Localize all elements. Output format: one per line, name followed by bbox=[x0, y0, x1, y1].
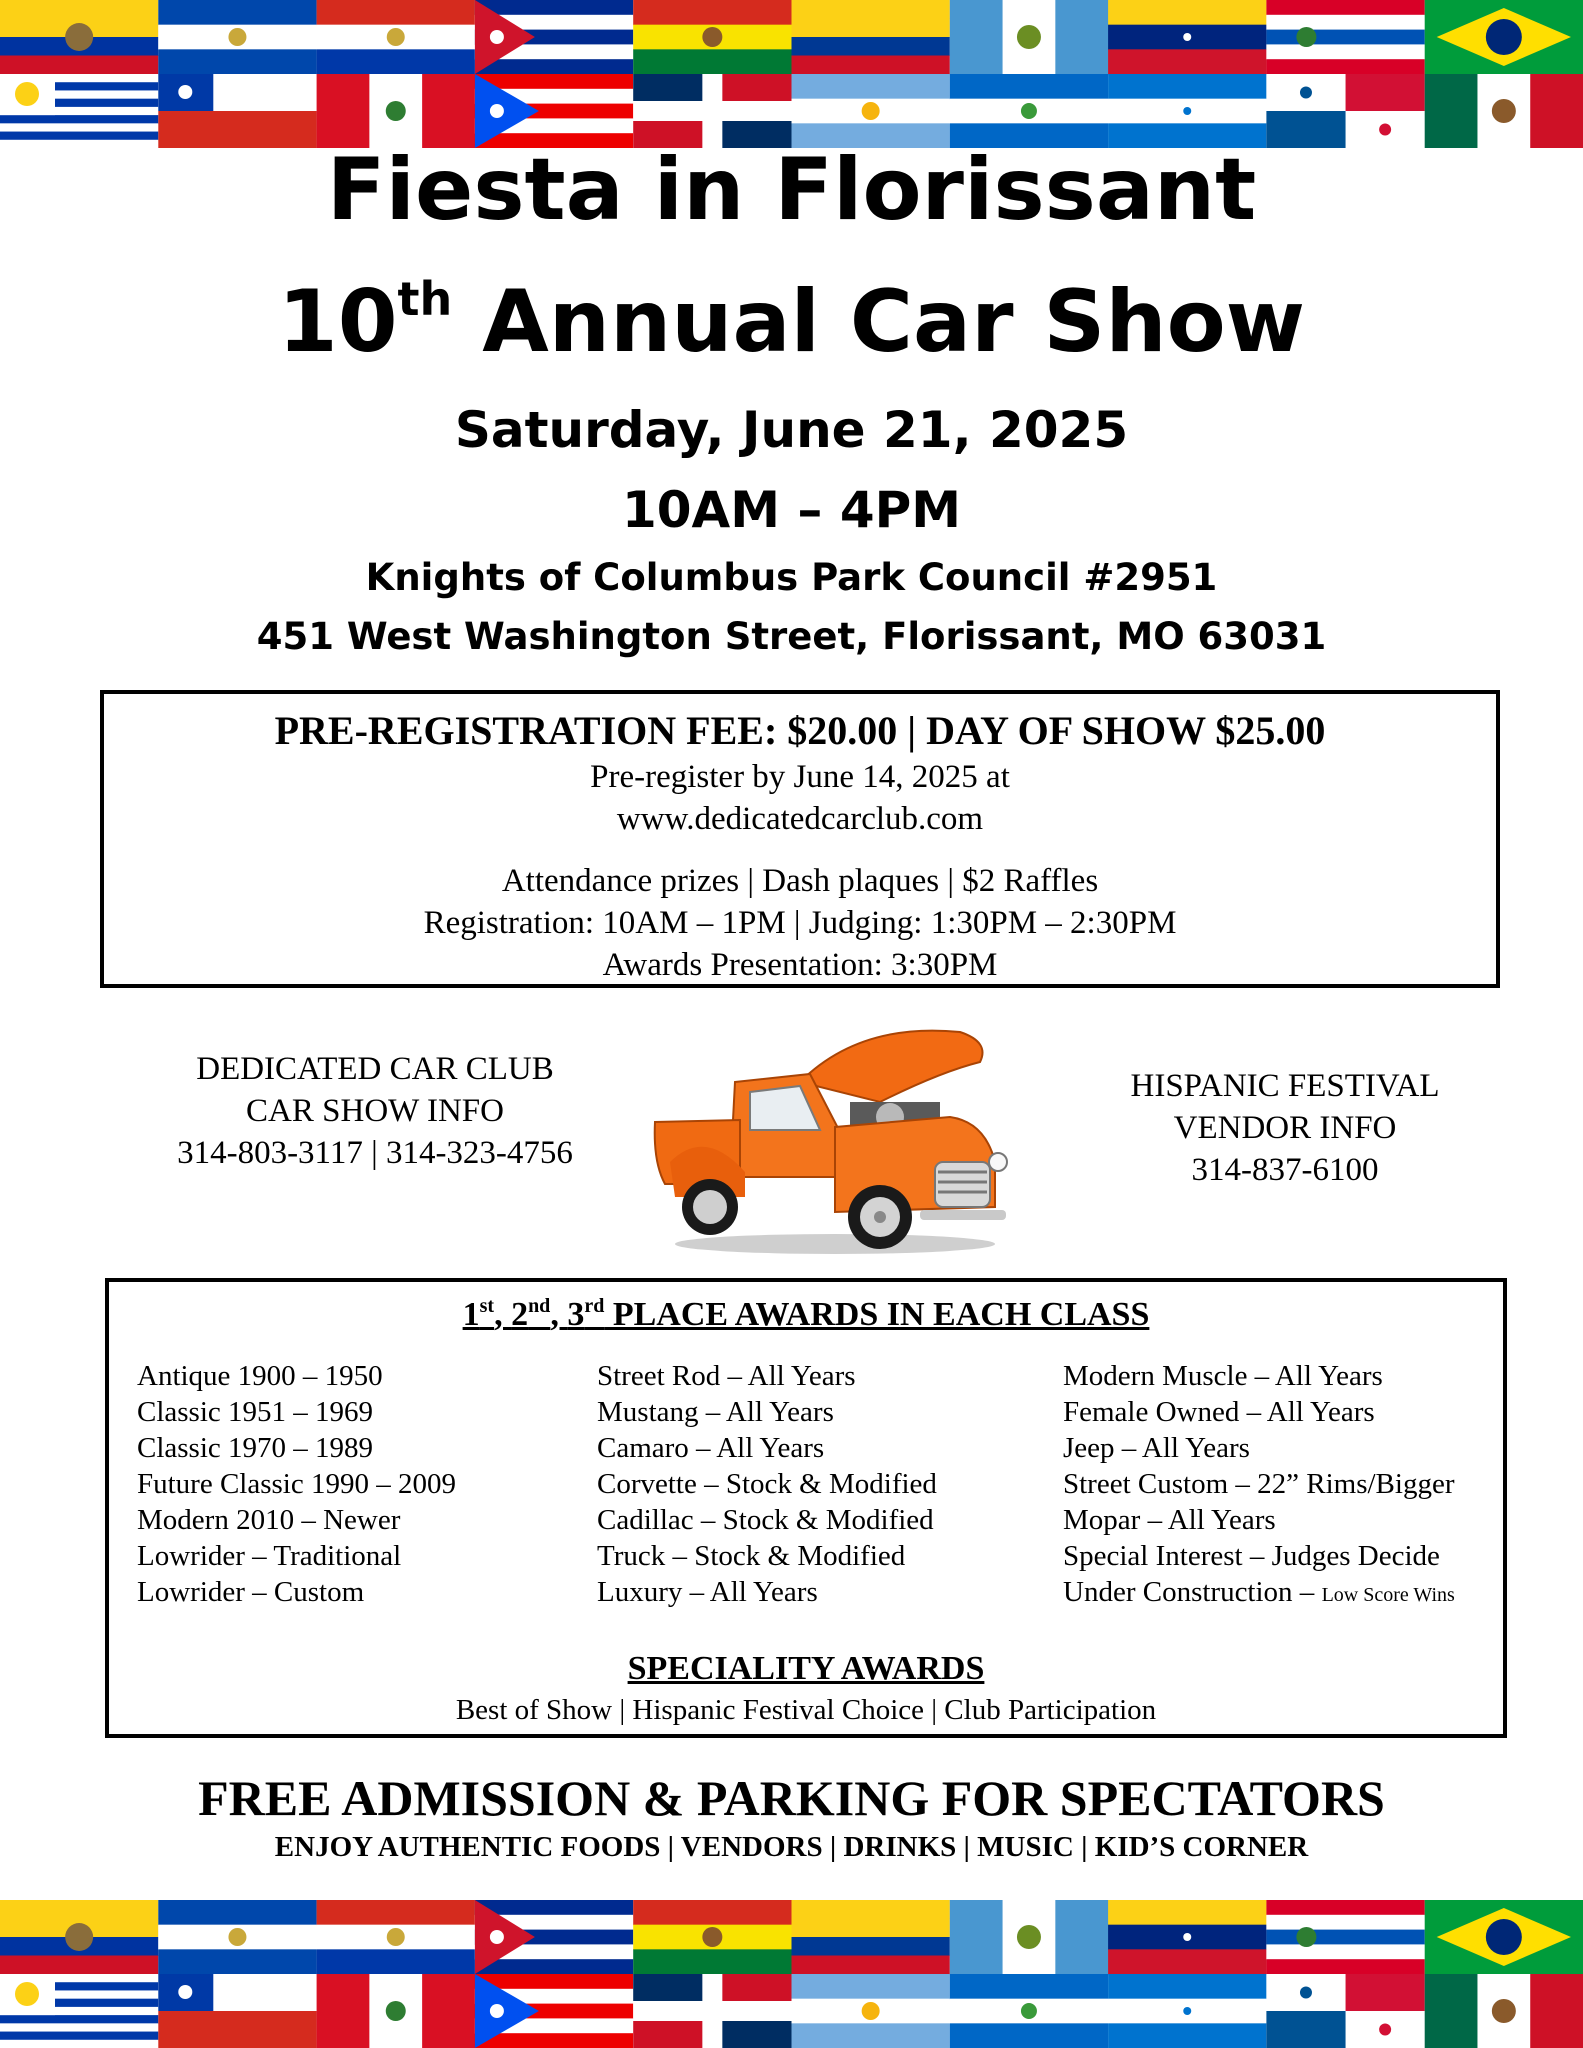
class-item: Modern 2010 – Newer bbox=[137, 1504, 401, 1536]
event-time: 10AM – 4PM bbox=[621, 481, 962, 539]
class-column-3 bbox=[1063, 1358, 1455, 1613]
class-item: Special Interest – Judges Decide bbox=[1063, 1540, 1440, 1572]
car-club-info bbox=[105, 1048, 645, 1174]
enjoy-line: ENJOY AUTHENTIC FOODS | VENDORS | DRINKS | MUSIC | KID’S CORNER bbox=[274, 1831, 1309, 1863]
club-line-1: DEDICATED CAR CLUB bbox=[196, 1051, 554, 1087]
club-line-2: CAR SHOW INFO bbox=[246, 1093, 504, 1129]
event-address: 451 West Washington Street, Florissant, MO 63031 bbox=[256, 615, 1327, 658]
awards-time-text: Awards Presentation: 3:30PM bbox=[602, 947, 998, 983]
preregister-text: Pre-register by June 14, 2025 at bbox=[590, 759, 1010, 795]
registration-box bbox=[100, 690, 1500, 988]
flag-banner-bottom bbox=[0, 1900, 1583, 2048]
class-item: Mopar – All Years bbox=[1063, 1504, 1276, 1536]
event-date: Saturday, June 21, 2025 bbox=[454, 401, 1129, 459]
speciality-heading: SPECIALITY AWARDS bbox=[627, 1650, 985, 1687]
free-admission: FREE ADMISSION & PARKING FOR SPECTATORS bbox=[198, 1770, 1385, 1826]
flag-banner-top bbox=[0, 0, 1583, 148]
vendor-info bbox=[1060, 1065, 1510, 1191]
prizes-text: Attendance prizes | Dash plaques | $2 Raffles bbox=[501, 863, 1099, 899]
flags-icon bbox=[0, 1900, 1583, 2048]
class-item: Corvette – Stock & Modified bbox=[597, 1468, 937, 1500]
website-link[interactable]: www.dedicatedcarclub.com bbox=[616, 801, 984, 837]
registration-fee: PRE-REGISTRATION FEE: $20.00 | DAY OF SHOW $25.00 bbox=[274, 708, 1326, 753]
class-item: Truck – Stock & Modified bbox=[597, 1540, 906, 1572]
class-column-1 bbox=[137, 1358, 456, 1610]
class-column-2 bbox=[597, 1358, 937, 1610]
truck-image bbox=[650, 1012, 1010, 1262]
class-item: Jeep – All Years bbox=[1063, 1432, 1250, 1464]
class-item: Modern Muscle – All Years bbox=[1063, 1360, 1383, 1392]
event-venue: Knights of Columbus Park Council #2951 bbox=[365, 556, 1218, 599]
class-item: Camaro – All Years bbox=[597, 1432, 825, 1464]
class-item: Mustang – All Years bbox=[597, 1396, 834, 1428]
club-phones: 314-803-3117 | 314-323-4756 bbox=[177, 1135, 573, 1171]
speciality-list: Best of Show | Hispanic Festival Choice | Club Participation bbox=[455, 1694, 1157, 1726]
class-item: Classic 1951 – 1969 bbox=[137, 1396, 374, 1428]
class-item: Lowrider – Custom bbox=[137, 1576, 365, 1608]
class-item: Cadillac – Stock & Modified bbox=[597, 1504, 934, 1536]
class-item: Under Construction – Low Score Wins bbox=[1063, 1576, 1455, 1608]
class-item: Lowrider – Traditional bbox=[137, 1540, 402, 1572]
vendor-line-1: HISPANIC FESTIVAL bbox=[1130, 1068, 1440, 1104]
flags-icon bbox=[0, 0, 1583, 148]
class-item: Street Rod – All Years bbox=[597, 1360, 856, 1392]
class-item: Luxury – All Years bbox=[597, 1576, 818, 1608]
awards-heading: 1st, 2nd, 3rd PLACE AWARDS IN EACH CLASS bbox=[462, 1295, 1150, 1333]
orange-truck-icon bbox=[650, 1012, 1010, 1262]
low-score-note: Low Score Wins bbox=[1321, 1584, 1455, 1606]
class-item: Antique 1900 – 1950 bbox=[137, 1360, 383, 1392]
schedule-text: Registration: 10AM – 1PM | Judging: 1:30PM – 2:30PM bbox=[423, 905, 1177, 941]
event-subtitle: 10th Annual Car Show bbox=[277, 272, 1306, 372]
awards-box bbox=[105, 1278, 1507, 1738]
class-item: Street Custom – 22” Rims/Bigger bbox=[1063, 1468, 1455, 1500]
event-title: Fiesta in Florissant bbox=[326, 140, 1257, 240]
vendor-line-2: VENDOR INFO bbox=[1173, 1110, 1397, 1146]
class-item: Future Classic 1990 – 2009 bbox=[137, 1468, 456, 1500]
class-item: Female Owned – All Years bbox=[1063, 1396, 1375, 1428]
class-item: Classic 1970 – 1989 bbox=[137, 1432, 374, 1464]
vendor-phone: 314-837-6100 bbox=[1191, 1152, 1379, 1188]
